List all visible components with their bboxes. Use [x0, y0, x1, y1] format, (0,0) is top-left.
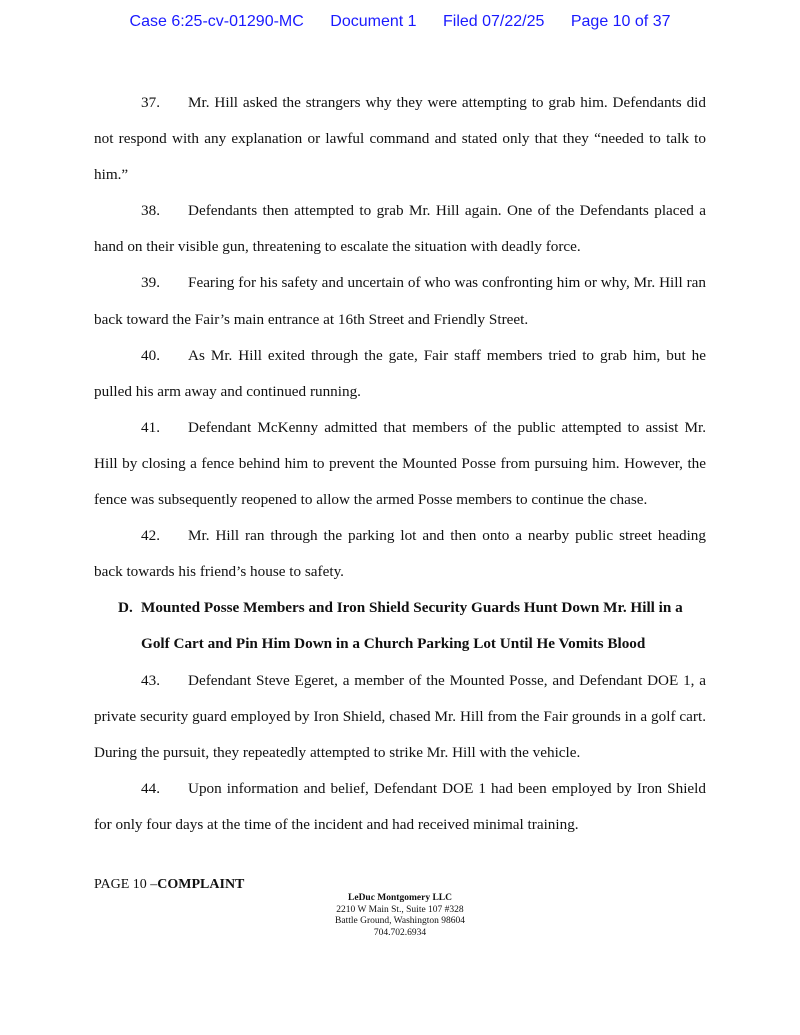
- case-header: [0, 13, 800, 31]
- paragraph-number: 42.: [141, 527, 160, 545]
- paragraph-text: As Mr. Hill exited through the gate, Fair staff members tried to grab him, but he pulled his arm away and continued running.: [94, 346, 706, 400]
- section-heading-text: Mounted Posse Members and Iron Shield Security Guards Hunt Down Mr. Hill in a Golf Cart and Pin Him Down in a Church Parking Lot Until He Vomits Blood: [141, 599, 683, 653]
- paragraph-number: 39.: [141, 274, 160, 292]
- paragraph-text: Upon information and belief, Defendant DOE 1 had been employed by Iron Shield for only four days at the time of the incident and had received minimal training.: [94, 779, 706, 833]
- firm-phone: 704.702.6934: [373, 927, 427, 938]
- document-body: [94, 85, 706, 843]
- paragraph-number: 44.: [141, 779, 160, 797]
- paragraph-text: Mr. Hill ran through the parking lot and then onto a nearby public street heading back towards his friend’s house to safety.: [94, 527, 706, 581]
- paragraph-number: 41.: [141, 418, 160, 436]
- filed-date: Filed 07/22/25: [442, 13, 545, 30]
- firm-address-line1: 2210 W Main St., Suite 107 #328: [336, 904, 464, 915]
- paragraph-37: [94, 85, 706, 193]
- paragraph-text: Defendant McKenny admitted that members of the public attempted to assist Mr. Hill by closing a fence behind him to prevent the Mounted Posse from pursuing him. However, the fence was subsequently reopened to allow the armed Posse members to continue the chase.: [94, 418, 706, 509]
- paragraph-text: Defendant Steve Egeret, a member of the Mounted Posse, and Defendant DOE 1, a private security guard employed by Iron Shield, chased Mr. Hill from the Fair grounds in a golf cart. During the pursuit, they repeatedly attempted to strike Mr. Hill with the vehicle.: [94, 671, 706, 761]
- paragraph-42: [94, 518, 706, 590]
- document-number: Document 1: [330, 13, 417, 30]
- paragraph-text: Mr. Hill asked the strangers why they were attempting to grab him. Defendants did not respond with any explanation or lawful command and stated only that they “needed to talk to him.”: [94, 94, 706, 184]
- paragraph-number: 38.: [141, 202, 160, 220]
- paragraph-38: [94, 193, 706, 265]
- paragraph-number: 40.: [141, 346, 160, 364]
- page-footer: [94, 877, 244, 893]
- section-heading: [94, 590, 706, 662]
- paragraph-number: 43.: [141, 671, 160, 689]
- paragraph-44: [94, 771, 706, 843]
- firm-address-line2: Battle Ground, Washington 98604: [335, 916, 465, 926]
- case-number: Case 6:25-cv-01290-MC: [129, 13, 304, 30]
- firm-name: LeDuc Montgomery LLC: [348, 893, 452, 903]
- paragraph-text: Defendants then attempted to grab Mr. Hill again. One of the Defendants placed a hand on their visible gun, threatening to escalate the situation with deadly force.: [94, 202, 706, 256]
- paragraph-text: Fearing for his safety and uncertain of who was confronting him or why, Mr. Hill ran back toward the Fair’s main entrance at 16th Street and Friendly Street.: [94, 274, 706, 328]
- footer-page-label: PAGE 10 –: [94, 877, 158, 892]
- firm-block: [0, 893, 800, 939]
- paragraph-40: [94, 338, 706, 410]
- section-letter: D.: [118, 599, 133, 617]
- paragraph-number: 37.: [141, 94, 160, 111]
- paragraph-43: [94, 663, 706, 771]
- footer-document-title: COMPLAINT: [157, 877, 245, 892]
- paragraph-41: [94, 410, 706, 518]
- page-indicator: Page 10 of 37: [570, 13, 671, 30]
- paragraph-39: [94, 265, 706, 337]
